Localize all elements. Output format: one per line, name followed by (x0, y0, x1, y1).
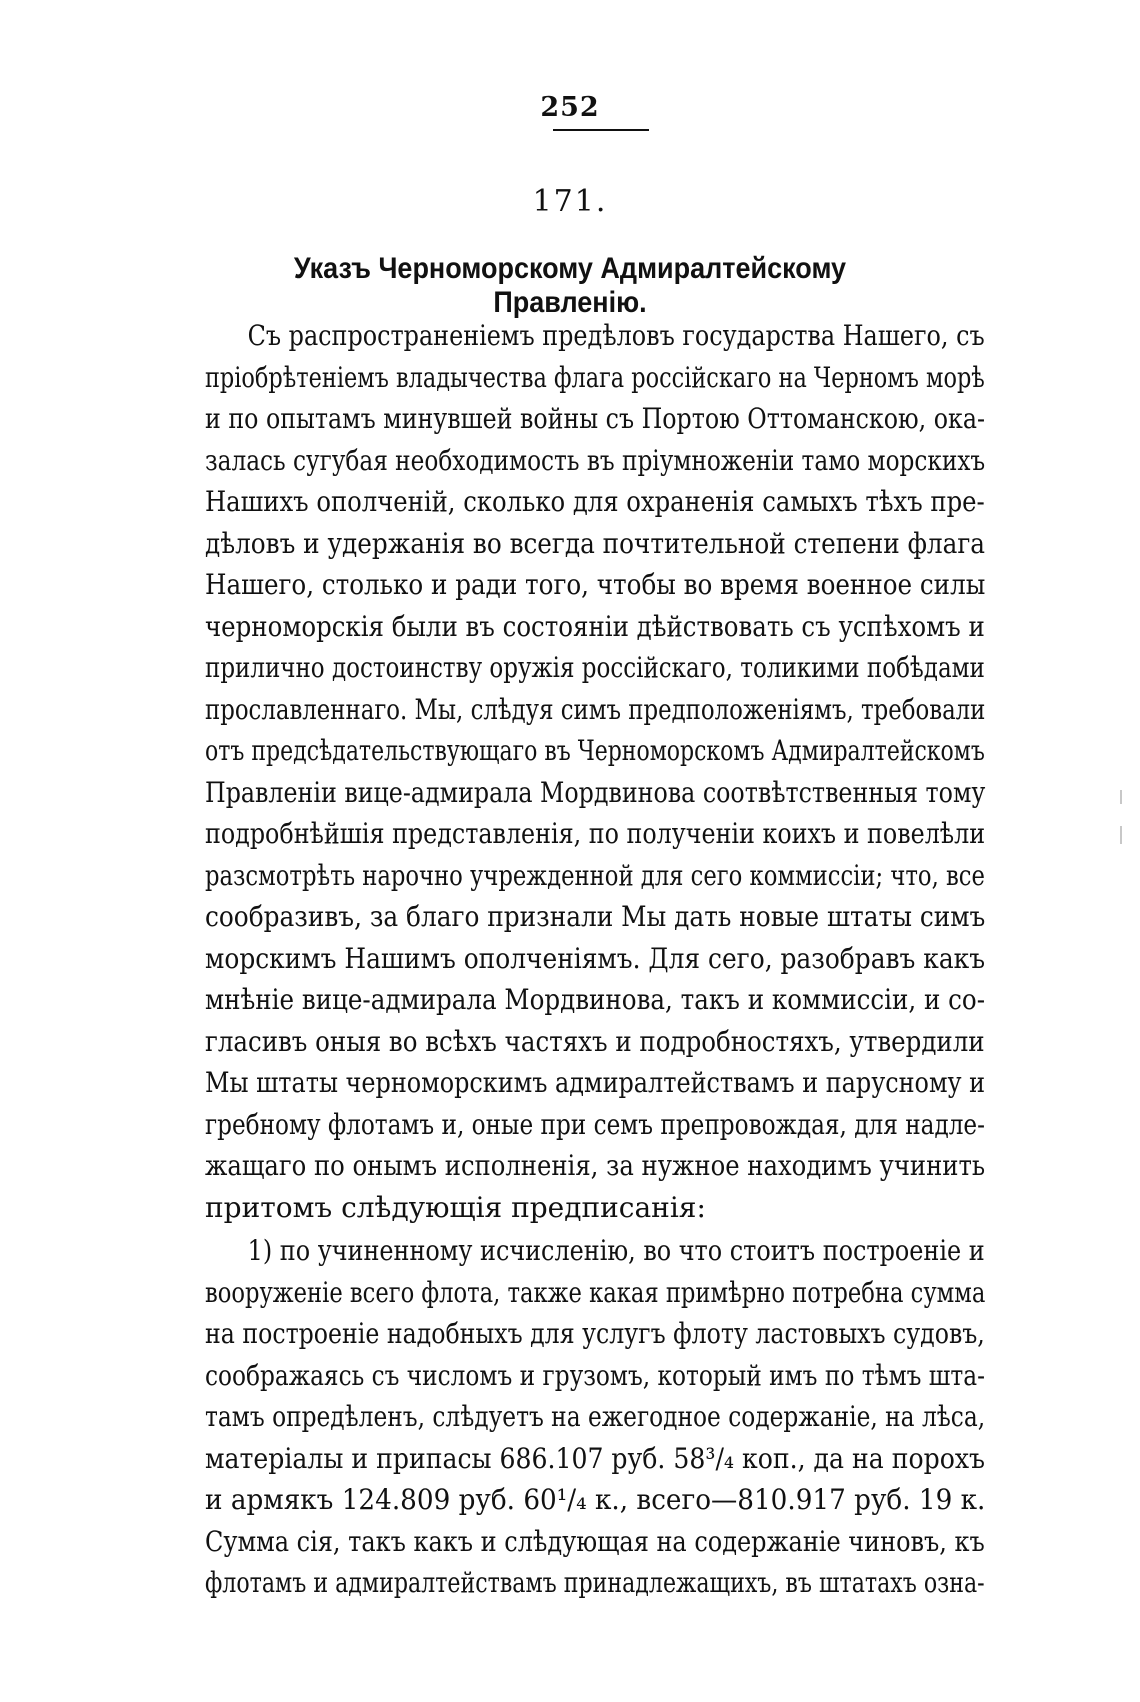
text-line: Правленіи вице-адмирала Мордвинова соотвѣтственныя тому (205, 775, 986, 809)
text-line: мнѣніе вице-адмирала Мордвинова, такъ и коммиссіи, и со- (205, 983, 986, 1016)
text-line: прилично достоинству оружія россійскаго, толикими побѣдами (205, 651, 985, 684)
text-line: жащаго по онымъ исполненія, за нужное находимъ учинить (205, 1149, 986, 1182)
scan-margin-mark (1120, 790, 1122, 804)
page-number-rule (553, 129, 649, 131)
text-line: прославленнаго. Мы, слѣдуя симъ предположеніямъ, требовали (205, 692, 986, 726)
text-line: на построеніе надобныхъ для услугъ флоту ластовыхъ судовъ, (205, 1317, 985, 1350)
text-line: Нашего, столько и ради того, чтобы во время военное силы (205, 568, 986, 601)
text-line: Съ распространеніемъ предѣловъ государства Нашего, съ (247, 319, 985, 352)
text-line: и армякъ 124.809 руб. 60¹/₄ к., всего—810.917 руб. 19 к. (205, 1483, 986, 1516)
text-line: залась сугубая необходимость въ пріумноженіи тамо морскихъ (205, 443, 986, 477)
text-line: черноморскія были въ состояніи дѣйствовать съ успѣхомъ и (205, 609, 985, 643)
text-line: флотамъ и адмиралтействамъ принадлежащихъ, въ штатахъ озна- (205, 1566, 985, 1599)
text-line: Мы штаты черноморскимъ адмиралтействамъ и парусному и (205, 1066, 986, 1099)
scan-margin-mark (1120, 826, 1122, 844)
text-line: Сумма сія, такъ какъ и слѣдующая на содержаніе чиновъ, къ (205, 1524, 985, 1558)
text-line: отъ предсѣдательствующаго въ Черноморскомъ Адмиралтейскомъ (205, 734, 985, 767)
text-line: притомъ слѣдующія предписанія: (205, 1190, 706, 1224)
body-text (205, 315, 985, 1604)
paragraph-1 (205, 315, 985, 1228)
text-line: Нашихъ ополченій, сколько для охраненія самыхъ тѣхъ пре- (205, 485, 985, 518)
text-line: гласивъ оныя во всѣхъ частяхъ и подробностяхъ, утвердили (205, 1024, 985, 1058)
text-line: вооруженіе всего флота, также какая примѣрно потребна сумма (205, 1275, 986, 1309)
paragraph-2 (205, 1230, 985, 1604)
text-line: разсмотрѣть нарочно учрежденной для сего коммиссіи; что, все (205, 858, 985, 892)
text-line: пріобрѣтеніемъ владычества флага россійскаго на Черномъ морѣ (205, 360, 985, 394)
text-line: гребному флотамъ и, оные при семъ препровождая, для надле- (205, 1107, 985, 1141)
text-line: 1) по учиненному исчисленію, во что стоитъ построеніе и (247, 1234, 985, 1267)
text-line: дѣловъ и удержанія во всегда почтительной степени флага (205, 526, 986, 560)
text-line: морскимъ Нашимъ ополченіямъ. Для сего, разобравъ какъ (205, 941, 986, 975)
text-line: подробнѣйшія представленія, по полученіи коихъ и повелѣли (205, 817, 986, 850)
text-line: и по опытамъ минувшей войны съ Портою Оттоманскою, ока- (205, 402, 985, 435)
page-number: 252 (540, 92, 600, 123)
document-number: 171. (532, 184, 608, 219)
text-line: соображаясь съ числомъ и грузомъ, который имъ по тѣмъ шта- (205, 1358, 985, 1392)
text-line: сообразивъ, за благо признали Мы дать новые штаты симъ (205, 900, 986, 933)
text-line: тамъ опредѣленъ, слѣдуетъ на ежегодное содержаніе, на лѣса, (205, 1400, 986, 1433)
text-line: матеріалы и припасы 686.107 руб. 58³/₄ коп., да на порохъ (205, 1441, 985, 1475)
document-title: Указъ Черноморскому Адмиралтейскому Правленію. (293, 252, 847, 319)
